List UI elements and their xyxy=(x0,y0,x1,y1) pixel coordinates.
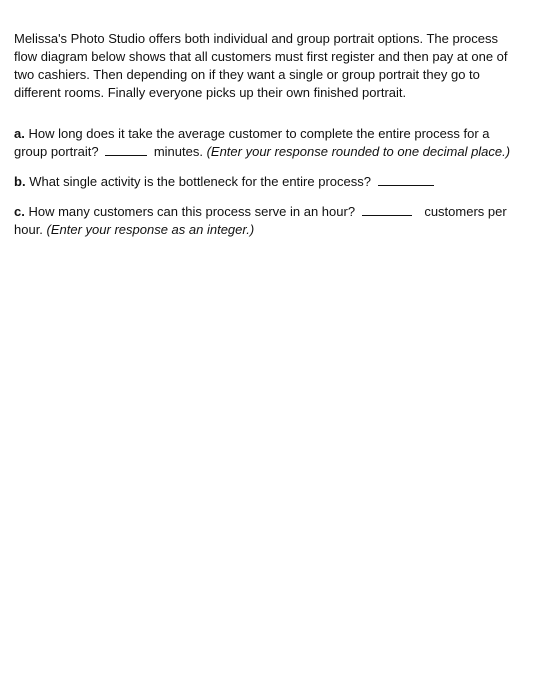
question-c-answer-blank[interactable] xyxy=(362,203,412,216)
question-a-unit: minutes. xyxy=(153,144,203,159)
intro-paragraph: Melissa's Photo Studio offers both individual and group portrait options. The process flow diagram below shows that all customers must first register and then pay at one of two cashiers. Then depending on if they want a single or group portrait they go to different rooms. Finally everyone picks up their own finished portrait. xyxy=(14,31,508,100)
question-b xyxy=(14,173,520,191)
question-c xyxy=(14,203,520,239)
question-b-answer-blank[interactable] xyxy=(378,173,434,186)
question-a-instruction: (Enter your response rounded to one decimal place.) xyxy=(206,144,511,159)
question-c-text: How many customers can this process serve in an hour? xyxy=(28,204,356,219)
question-a-letter: a. xyxy=(14,126,25,141)
problem-page xyxy=(14,30,520,251)
question-list xyxy=(14,125,520,239)
question-a xyxy=(14,125,520,161)
question-b-text: What single activity is the bottleneck for the entire process? xyxy=(29,174,371,189)
question-b-letter: b. xyxy=(14,174,26,189)
question-c-instruction: (Enter your response as an integer.) xyxy=(46,222,255,237)
question-a-answer-blank[interactable] xyxy=(105,143,147,156)
question-c-letter: c. xyxy=(14,204,25,219)
question-c-unit: customers per hour. xyxy=(14,204,507,237)
question-a-text: How long does it take the average customer to complete the entire process for a group portrait? xyxy=(14,126,490,159)
